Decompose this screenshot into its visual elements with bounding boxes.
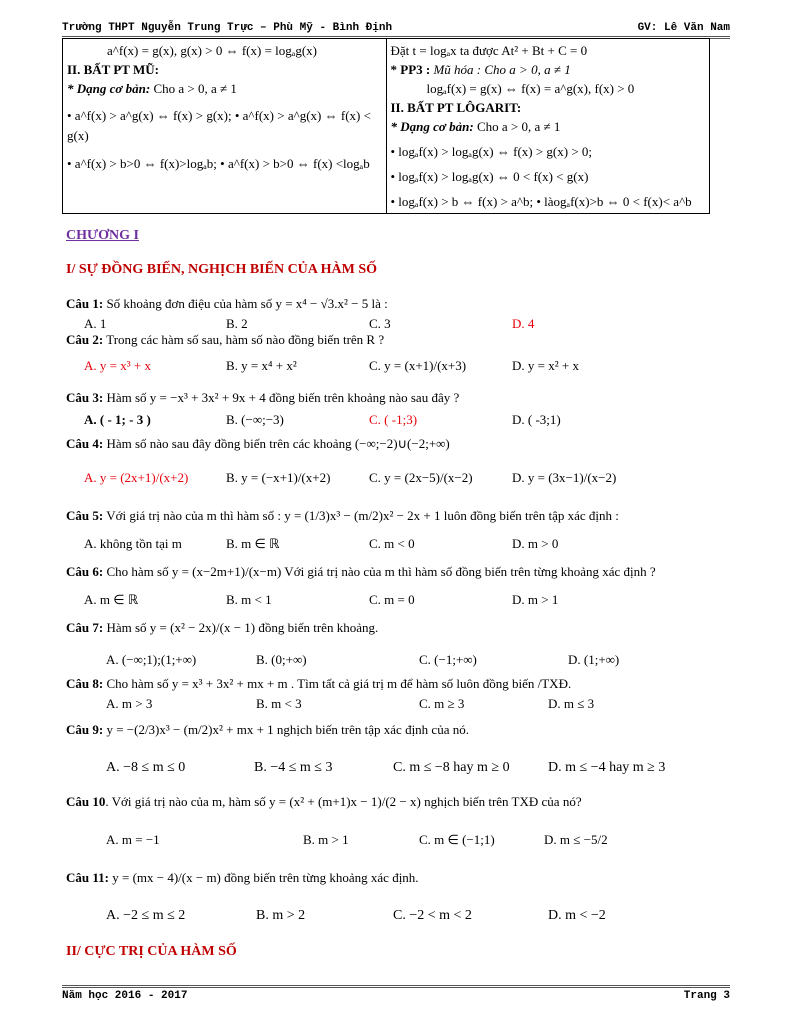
option-d: D. m > 0 [512, 536, 559, 551]
right-line-3: logₐf(x) = g(x) ⇔ f(x) = a^g(x), f(x) > 0 [426, 81, 635, 96]
pp3-text: Mũ hóa : Cho a > 0, a ≠ 1 [430, 62, 571, 77]
option-a: A. m > 3 [106, 696, 153, 711]
question-text: Cho hàm số y = (x−2m+1)/(x−m) Với giá trị nào của m thì hàm số đồng biến trên từng khoảng xác định ? [106, 564, 656, 579]
left-line-4: • a^f(x) > a^g(x) ⇔ f(x) > g(x); • a^f(x) > a^g(x) ⇔ f(x) < g(x) [67, 108, 371, 143]
question-text: Cho hàm số y = x³ + 3x² + mx + m . Tìm tất cả giá trị m để hàm số luôn đồng biến /TXĐ. [106, 676, 572, 691]
question-text: Với giá trị nào của m thì hàm số : y = (1/3)x³ − (m/2)x² − 2x + 1 luôn đồng biến trên tập xác định : [106, 508, 619, 523]
question-3 [66, 390, 730, 427]
option-d: D. m ≤ −5/2 [544, 832, 608, 847]
option-c: C. m = 0 [369, 592, 415, 607]
question-6 [66, 564, 730, 607]
option-d: D. (1;+∞) [568, 652, 620, 667]
question-8 [66, 676, 730, 711]
pp3-label: * PP3 : [390, 62, 431, 77]
right-line-7: • logₐf(x) > logₐg(x) ⇔ 0 < f(x) < g(x) [390, 169, 589, 184]
question-text: y = (mx − 4)/(x − m) đồng biến trên từng khoảng xác định. [112, 870, 419, 885]
question-label: Câu 4: [66, 436, 104, 451]
question-label: Câu 5: [66, 508, 104, 523]
option-c: C. m ∈ (−1;1) [419, 832, 495, 847]
option-b: B. (−∞;−3) [226, 412, 284, 427]
footer-rule [62, 985, 730, 988]
right-basic-text: Cho a > 0, a ≠ 1 [473, 119, 561, 134]
question-text: . Với giá trị nào của m, hàm số y = (x² + (m+1)x − 1)/(2 − x) nghịch biến trên TXĐ của nó? [105, 794, 582, 809]
right-line-6: • logₐf(x) > logₐg(x) ⇔ f(x) > g(x) > 0; [390, 144, 593, 159]
option-d-answer: D. 4 [512, 316, 535, 331]
question-7 [66, 620, 730, 667]
option-d: D. m ≤ −4 hay m ≥ 3 [548, 760, 666, 775]
option-b: B. 2 [226, 316, 248, 331]
option-b: B. m < 1 [226, 592, 272, 607]
left-heading-exp-ineq: II. BẤT PT MŨ: [67, 62, 159, 77]
summary-right-cell [386, 39, 710, 214]
option-a: A. m ∈ ℝ [84, 592, 139, 607]
question-2 [66, 332, 730, 373]
option-a: A. không tồn tại m [84, 536, 182, 551]
option-d: D. y = (3x−1)/(x−2) [512, 470, 617, 485]
question-1 [66, 296, 730, 331]
question-5 [66, 508, 730, 551]
question-label: Câu 7: [66, 620, 104, 635]
question-10 [66, 794, 730, 847]
option-a: A. m = −1 [106, 832, 160, 847]
option-d: D. m ≤ 3 [548, 696, 595, 711]
option-a: A. ( - 1; - 3 ) [84, 412, 151, 427]
option-c-answer: C. ( -1;3) [369, 412, 418, 427]
option-b: B. m > 2 [256, 908, 306, 923]
right-heading-log-ineq: II. BẤT PT LÔGARIT: [390, 100, 522, 115]
option-d: D. m < −2 [548, 908, 606, 923]
option-b: B. m > 1 [303, 832, 349, 847]
question-label: Câu 8: [66, 676, 104, 691]
footer-page-number: Trang 3 [683, 990, 730, 1002]
page-header [62, 18, 730, 36]
option-c: C. m ≥ 3 [419, 696, 465, 711]
left-line-1: a^f(x) = g(x), g(x) > 0 ⇔ f(x) = logₐg(x) [107, 43, 317, 58]
header-school: Trường THPT Nguyễn Trung Trực – Phù Mỹ - Bình Định [62, 22, 393, 34]
left-basic-label: * Dạng cơ bản: [67, 81, 151, 96]
option-c: C. y = (2x−5)/(x−2) [369, 470, 473, 485]
option-a: A. −2 ≤ m ≤ 2 [106, 908, 186, 923]
question-label: Câu 11: [66, 870, 109, 885]
option-d: D. y = x² + x [512, 358, 579, 373]
page-footer [62, 990, 730, 1008]
footer-school-year: Năm học 2016 - 2017 [62, 990, 188, 1002]
question-label: Câu 2: [66, 332, 104, 347]
question-text: Hàm số y = (x² − 2x)/(x − 1) đồng biến trên khoảng. [106, 620, 379, 635]
header-teacher: GV: Lê Văn Nam [637, 22, 730, 34]
option-b: B. m ∈ ℝ [226, 536, 280, 551]
option-c: C. (−1;+∞) [419, 652, 477, 667]
section-title-monotonic: I/ SỰ ĐỒNG BIẾN, NGHỊCH BIẾN CỦA HÀM SỐ [66, 262, 378, 277]
option-c: C. m ≤ −8 hay m ≥ 0 [393, 760, 510, 775]
option-a: A. −8 ≤ m ≤ 0 [106, 760, 186, 775]
option-c: C. y = (x+1)/(x+3) [369, 358, 467, 373]
option-a: A. (−∞;1);(1;+∞) [106, 652, 197, 667]
option-a-answer: A. y = x³ + x [84, 358, 151, 373]
option-c: C. 3 [369, 316, 391, 331]
option-d: D. m > 1 [512, 592, 559, 607]
summary-table [62, 38, 710, 214]
option-b: B. y = (−x+1)/(x+2) [226, 470, 331, 485]
right-line-pp3 [391, 60, 706, 79]
question-label: Câu 3: [66, 390, 104, 405]
question-4 [66, 436, 730, 485]
right-basic-label: * Dạng cơ bản: [390, 119, 474, 134]
option-b: B. y = x⁴ + x² [226, 358, 297, 373]
question-label: Câu 10 [66, 794, 106, 809]
right-line-8: • logₐf(x) > b ⇔ f(x) > a^b; • làogₐf(x)>b ⇔ 0 < f(x)< a^b [390, 194, 692, 209]
section-title-extrema: II/ CỰC TRỊ CỦA HÀM SỐ [66, 944, 237, 959]
question-text: Số khoảng đơn điệu của hàm số y = x⁴ − √3.x² − 5 là : [106, 296, 388, 311]
right-line-1: Đặt t = logₐx ta được At² + Bt + C = 0 [390, 43, 588, 58]
option-b: B. (0;+∞) [256, 652, 307, 667]
question-label: Câu 6: [66, 564, 104, 579]
question-text: Trong các hàm số sau, hàm số nào đồng biến trên R ? [106, 332, 385, 347]
question-label: Câu 9: [66, 722, 104, 737]
question-text: Hàm số nào sau đây đồng biến trên các khoảng (−∞;−2)∪(−2;+∞) [106, 436, 450, 451]
left-line-5: • a^f(x) > b>0 ⇔ f(x)>logₐb; • a^f(x) > b>0 ⇔ f(x) <logₐb [67, 156, 370, 171]
question-11 [66, 870, 730, 923]
question-text: Hàm số y = −x³ + 3x² + 9x + 4 đồng biến trên khoảng nào sau đây ? [106, 390, 460, 405]
option-c: C. m < 0 [369, 536, 415, 551]
left-basic-text: Cho a > 0, a ≠ 1 [150, 81, 237, 96]
question-9 [66, 722, 730, 775]
option-a: A. 1 [84, 316, 107, 331]
chapter-title: CHƯƠNG I [66, 228, 139, 243]
option-b: B. m < 3 [256, 696, 302, 711]
option-b: B. −4 ≤ m ≤ 3 [254, 760, 333, 775]
option-c: C. −2 < m < 2 [393, 908, 472, 923]
question-text: y = −(2/3)x³ − (m/2)x² + mx + 1 nghịch biến trên tập xác định của nó. [106, 722, 469, 737]
option-a-answer: A. y = (2x+1)/(x+2) [84, 470, 189, 485]
summary-left-cell [63, 39, 387, 214]
right-line-basic [391, 117, 706, 136]
question-label: Câu 1: [66, 296, 104, 311]
left-line-basic [67, 79, 382, 98]
option-d: D. ( -3;1) [512, 412, 561, 427]
